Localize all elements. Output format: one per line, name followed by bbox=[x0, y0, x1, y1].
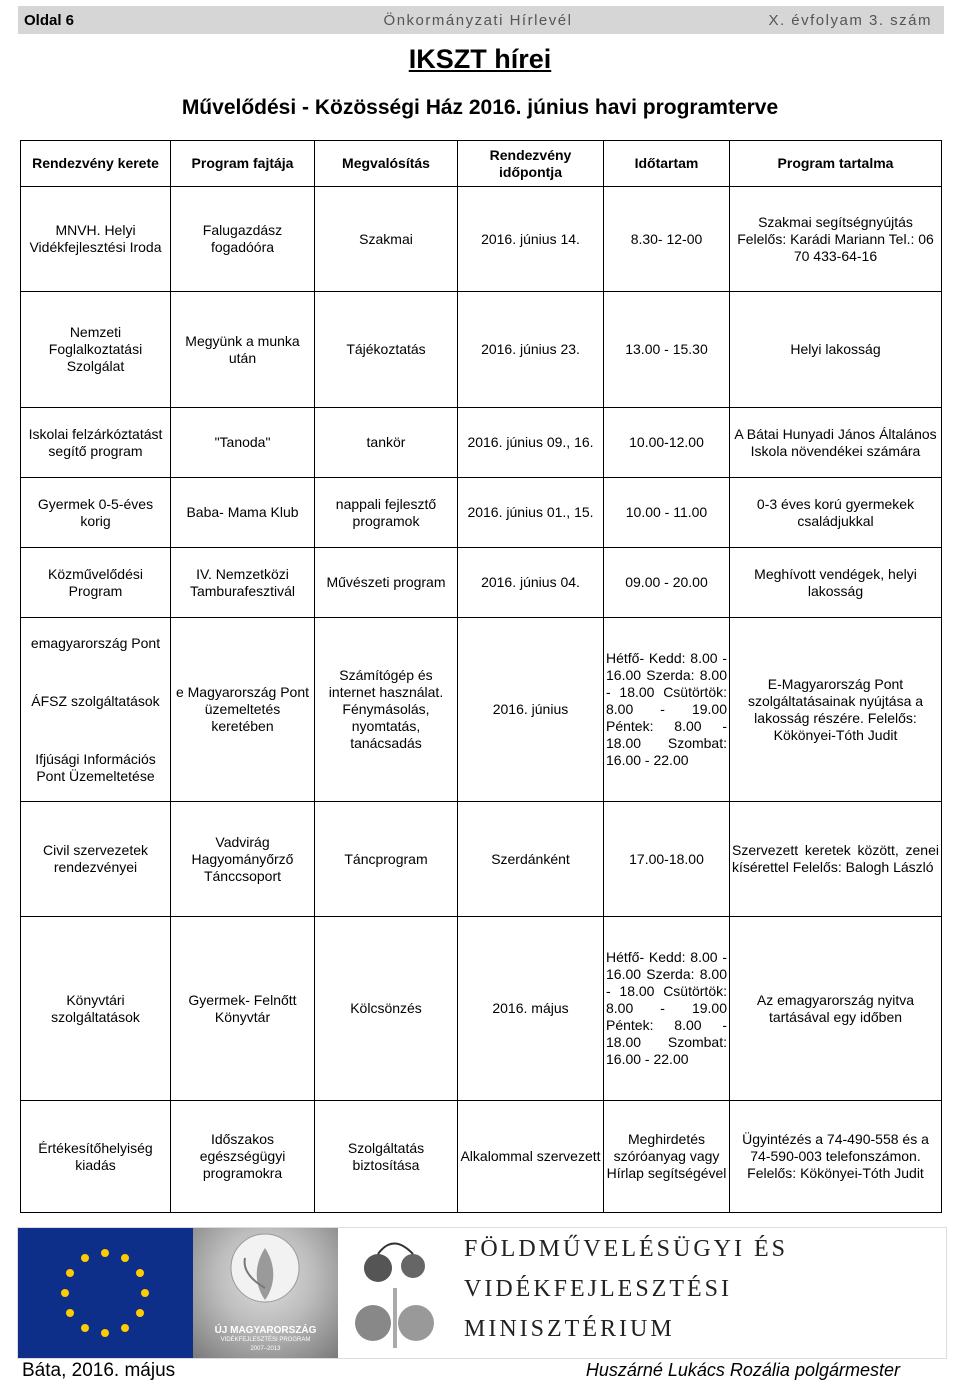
cell-date: 2016. június 09., 16. bbox=[458, 408, 604, 478]
column-header: Időtartam bbox=[604, 141, 730, 187]
cell-frame: Könyvtári szolgáltatások bbox=[21, 917, 171, 1101]
table-row bbox=[21, 1101, 942, 1213]
cell-content: Ügyintézés a 74-490-558 és a 74-590-003 telefonszámon. Felelős: Kökönyei-Tóth Judit bbox=[730, 1101, 942, 1213]
page-header-bar bbox=[18, 6, 944, 34]
frame-item: Ifjúsági Információs Pont Üzemeltetése bbox=[35, 750, 156, 784]
table-row bbox=[21, 292, 942, 408]
cell-content: Szervezett keretek között, zenei kísérettel Felelős: Balogh László bbox=[730, 802, 942, 917]
cell-duration: 10.00-12.00 bbox=[604, 408, 730, 478]
cell-type: Megyünk a munka után bbox=[171, 292, 315, 408]
cell-form: Szolgáltatás biztosítása bbox=[315, 1101, 458, 1213]
frame-stack bbox=[23, 635, 168, 785]
ministry-name-line2: VIDÉKFEJLESZTÉSI bbox=[464, 1276, 732, 1302]
table-row bbox=[21, 478, 942, 548]
page-subtitle: Művelődési - Közösségi Ház 2016. június havi programterve bbox=[181, 96, 779, 119]
cell-frame bbox=[21, 618, 171, 802]
column-header: Rendezvény időpontja bbox=[458, 141, 604, 187]
cell-form: Táncprogram bbox=[315, 802, 458, 917]
footer-place-date: Báta, 2016. május bbox=[22, 1360, 176, 1381]
cell-date: 2016. június 04. bbox=[458, 548, 604, 618]
program-logo-title: ÚJ MAGYARORSZÁG bbox=[214, 1325, 317, 1336]
ministry-name-line3: MINISZTÉRIUM bbox=[464, 1316, 675, 1342]
cell-date: 2016. június 01., 15. bbox=[458, 478, 604, 548]
page-title: IKSZT hírei bbox=[408, 44, 552, 74]
cell-content: Helyi lakosság bbox=[730, 292, 942, 408]
column-header: Program tartalma bbox=[730, 141, 942, 187]
cell-type: "Tanoda" bbox=[171, 408, 315, 478]
eu-flag-logo bbox=[18, 1228, 193, 1358]
table-row bbox=[21, 917, 942, 1101]
eu-stars-icon bbox=[18, 1228, 193, 1358]
cell-date: Szerdánként bbox=[458, 802, 604, 917]
table-row bbox=[21, 618, 942, 802]
table-row bbox=[21, 802, 942, 917]
program-logo-years: 2007–2013 bbox=[250, 1346, 281, 1352]
cell-frame: Civil szervezetek rendezvényei bbox=[21, 802, 171, 917]
program-logo-subtitle: VIDÉKFEJLESZTÉSI PROGRAM bbox=[220, 1337, 311, 1343]
cell-date: 2016. június 23. bbox=[458, 292, 604, 408]
ministry-name-line1: FÖLDMŰVELÉSÜGYI ÉS bbox=[464, 1236, 788, 1262]
table-row bbox=[21, 408, 942, 478]
cell-content: A Bátai Hunyadi János Általános Iskola növendékei számára bbox=[730, 408, 942, 478]
cell-form: Művészeti program bbox=[315, 548, 458, 618]
column-header: Program fajtája bbox=[171, 141, 315, 187]
cell-content: 0-3 éves korú gyermekek családjukkal bbox=[730, 478, 942, 548]
cell-duration: Hétfő- Kedd: 8.00 - 16.00 Szerda: 8.00 - 18.00 Csütörtök: 8.00 - 19.00 Péntek: 8.00 - 18.00 Szombat: 16.00 - 22.00 bbox=[604, 917, 730, 1101]
fruit-grain-icon bbox=[338, 1228, 456, 1358]
cell-duration: 10.00 - 11.00 bbox=[604, 478, 730, 548]
publication-name: Önkormányzati Hírlevél bbox=[383, 11, 573, 29]
cell-form: tankör bbox=[315, 408, 458, 478]
frame-item: ÁFSZ szolgáltatások bbox=[31, 692, 160, 709]
cell-frame: MNVH. Helyi Vidékfejlesztési Iroda bbox=[21, 187, 171, 292]
ministry-logo bbox=[456, 1228, 946, 1358]
cell-type: e Magyarország Pont üzemeltetés keretében bbox=[171, 618, 315, 802]
cell-date: 2016. május bbox=[458, 917, 604, 1101]
sponsor-banner bbox=[17, 1227, 947, 1359]
cell-frame: Nemzeti Foglalkoztatási Szolgálat bbox=[21, 292, 171, 408]
cell-frame: Iskolai felzárkóztatást segítő program bbox=[21, 408, 171, 478]
cell-type: Baba- Mama Klub bbox=[171, 478, 315, 548]
cell-content: Az emagyarország nyitva tartásával egy időben bbox=[730, 917, 942, 1101]
footer-signature: Huszárné Lukács Rozália polgármester bbox=[585, 1360, 900, 1380]
cell-duration: 09.00 - 20.00 bbox=[604, 548, 730, 618]
cell-date: 2016. június bbox=[458, 618, 604, 802]
page-number: Oldal 6 bbox=[24, 11, 75, 29]
cell-form: nappali fejlesztő programok bbox=[315, 478, 458, 548]
cell-duration: 13.00 - 15.30 bbox=[604, 292, 730, 408]
cell-duration: 17.00-18.00 bbox=[604, 802, 730, 917]
cell-type: Időszakos egészségügyi programokra bbox=[171, 1101, 315, 1213]
cell-form: Számítógép és internet használat. Fénymásolás, nyomtatás, tanácsadás bbox=[315, 618, 458, 802]
cell-duration: Hétfő- Kedd: 8.00 - 16.00 Szerda: 8.00 - 18.00 Csütörtök: 8.00 - 19.00 Péntek: 8.00 - 18.00 Szombat: 16.00 - 22.00 bbox=[604, 618, 730, 802]
cell-frame: Értékesítőhelyiség kiadás bbox=[21, 1101, 171, 1213]
cell-content: Meghívott vendégek, helyi lakosság bbox=[730, 548, 942, 618]
cell-form: Szakmai bbox=[315, 187, 458, 292]
cell-form: Tájékoztatás bbox=[315, 292, 458, 408]
cell-duration: Meghirdetés szóróanyag vagy Hírlap segítségével bbox=[604, 1101, 730, 1213]
uj-magyarorszag-logo bbox=[193, 1228, 338, 1358]
table-row bbox=[21, 187, 942, 292]
flower-emblem-icon bbox=[193, 1228, 338, 1323]
volume-info: X. évfolyam 3. szám bbox=[768, 11, 932, 29]
cell-type: Gyermek- Felnőtt Könyvtár bbox=[171, 917, 315, 1101]
cell-frame: Gyermek 0-5-éves korig bbox=[21, 478, 171, 548]
cell-type: Vadvirág Hagyományőrző Tánccsoport bbox=[171, 802, 315, 917]
cell-form: Kölcsönzés bbox=[315, 917, 458, 1101]
program-table bbox=[20, 140, 942, 1213]
cell-frame: Közművelődési Program bbox=[21, 548, 171, 618]
cell-type: IV. Nemzetközi Tamburafesztivál bbox=[171, 548, 315, 618]
cell-duration: 8.30- 12-00 bbox=[604, 187, 730, 292]
column-header: Rendezvény kerete bbox=[21, 141, 171, 187]
cell-date: Alkalommal szervezett bbox=[458, 1101, 604, 1213]
cell-type: Falugazdász fogadóóra bbox=[171, 187, 315, 292]
frame-item: emagyarország Pont bbox=[30, 634, 161, 651]
cell-date: 2016. június 14. bbox=[458, 187, 604, 292]
cell-content: Szakmai segítségnyújtás Felelős: Karádi Mariann Tel.: 06 70 433-64-16 bbox=[730, 187, 942, 292]
table-row bbox=[21, 548, 942, 618]
column-header: Megvalósítás bbox=[315, 141, 458, 187]
cell-content: E-Magyarország Pont szolgáltatásainak nyújtása a lakosság részére. Felelős: Kökönyei-Tóth Judit bbox=[730, 618, 942, 802]
table-header-row bbox=[21, 141, 942, 187]
